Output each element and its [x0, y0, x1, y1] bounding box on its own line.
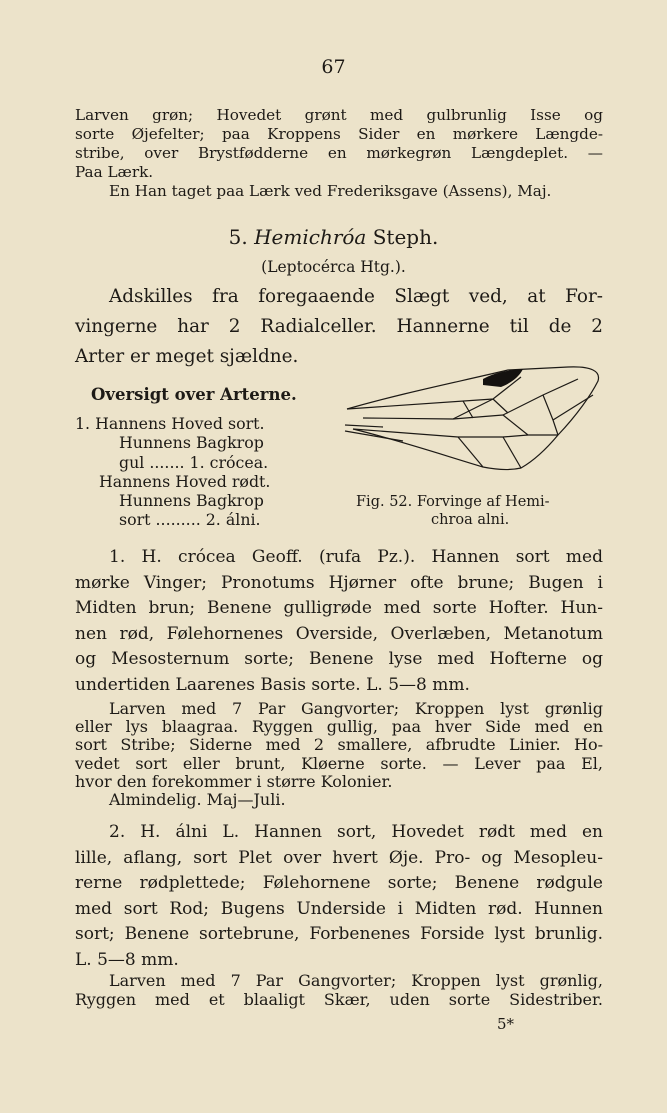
text-line: 1. H. crócea Geoff. (rufa Pz.). Hannen sort med — [109, 547, 603, 567]
genus-description — [75, 282, 603, 372]
text-line: hvor den forekommer i større Kolonier. — [75, 771, 393, 791]
text-line: Adskilles fra foregaaende Slægt ved, at For- — [109, 286, 603, 307]
text-line: Larven med 7 Par Gangvorter; Kroppen lyst grønlig — [109, 699, 603, 718]
caption-line: chroa alni. — [431, 512, 510, 528]
text-line: lille, aflang, sort Plet over hvert Øje. Pro- og Mesopleu- — [75, 847, 603, 868]
key-line: sort ......... 2. álni. — [119, 510, 261, 530]
text-line: vingerne har 2 Radialceller. Hannerne til de 2 — [75, 316, 603, 337]
species-1-description — [75, 545, 603, 699]
caption-line: Fig. 52. Forvinge af Hemi- — [356, 494, 550, 510]
text-line: stribe, over Brystfødderne en mørkegrøn Længdeplet. — — [75, 144, 603, 162]
text-line: 2. H. álni L. Hannen sort, Hovedet rødt med en — [109, 822, 603, 842]
species-1-larva — [75, 700, 603, 809]
text-line: Arter er meget sjældne. — [75, 346, 299, 367]
text-line: nen rød, Følehornenes Overside, Overlæben, Metanotum — [75, 623, 603, 644]
text-line: eller lys blaagraa. Ryggen gullig, paa hver Side med en — [75, 717, 603, 737]
text-line: Larven med 7 Par Gangvorter; Kroppen lyst grønlig, — [109, 971, 603, 990]
figure-caption — [356, 493, 606, 529]
key-line: Hunnens Bagkrop — [119, 491, 264, 511]
text-line: Ryggen med et blaaligt Skær, uden sorte Sidestriber. — [75, 989, 603, 1009]
text-line: med sort Rod; Bugens Underside i Midten rød. Hunnen — [75, 898, 603, 919]
frequency-note: Almindelig. Maj—Juli. — [109, 790, 286, 810]
genus-number: 5. — [228, 225, 248, 249]
text-line: Paa Lærk. — [75, 163, 154, 181]
text-line: rerne rødplettede; Følehornene sorte; Benene rødgule — [75, 873, 603, 894]
species-2-description — [75, 820, 603, 974]
text-line: sort Stribe; Siderne med 2 smallere, afbrudte Linier. Ho- — [75, 735, 603, 755]
forewing-figure — [343, 365, 605, 483]
key-line: Hannens Hoved rødt. — [99, 471, 271, 491]
signature-mark: 5* — [497, 1015, 515, 1033]
species-key-heading: Oversigt over Arterne. — [91, 385, 297, 404]
text-line: undertiden Laarenes Basis sorte. L. 5—8 mm. — [75, 674, 470, 695]
text-line: vedet sort eller brunt, Kløerne sorte. — Lever paa El, — [75, 753, 603, 773]
text-line: Larven grøn; Hovedet grønt med gulbrunlig Isse og — [75, 106, 603, 124]
text-line: mørke Vinger; Pronotums Hjørner ofte brune; Bugen i — [75, 572, 603, 593]
species-2-larva — [75, 972, 603, 1009]
key-line: Hunnens Bagkrop — [119, 433, 264, 453]
genus-author: Steph. — [372, 225, 439, 249]
page-number: 67 — [321, 56, 346, 78]
genus-heading — [0, 225, 667, 249]
text-line: L. 5—8 mm. — [75, 949, 179, 970]
text-line: En Han taget paa Lærk ved Frederiksgave (Assens), Maj. — [109, 182, 552, 200]
larva-description-paragraph — [75, 106, 603, 201]
genus-name: Hemichróa — [254, 225, 367, 249]
text-line: sort; Benene sortebrune, Forbenenes Forside lyst brunlig. — [75, 924, 603, 945]
text-line: Midten brun; Benene gulligrøde med sorte Hofter. Hun- — [75, 598, 603, 619]
genus-synonym: (Leptocérca Htg.). — [261, 258, 406, 276]
key-line: gul ....... 1. crócea. — [119, 452, 269, 472]
key-line: 1. Hannens Hoved sort. — [75, 414, 265, 434]
text-line: sorte Øjefelter; paa Kroppens Sider en mørkere Længde- — [75, 125, 603, 143]
text-line: og Mesosternum sorte; Benene lyse med Hofterne og — [75, 649, 603, 670]
species-key — [75, 385, 345, 529]
